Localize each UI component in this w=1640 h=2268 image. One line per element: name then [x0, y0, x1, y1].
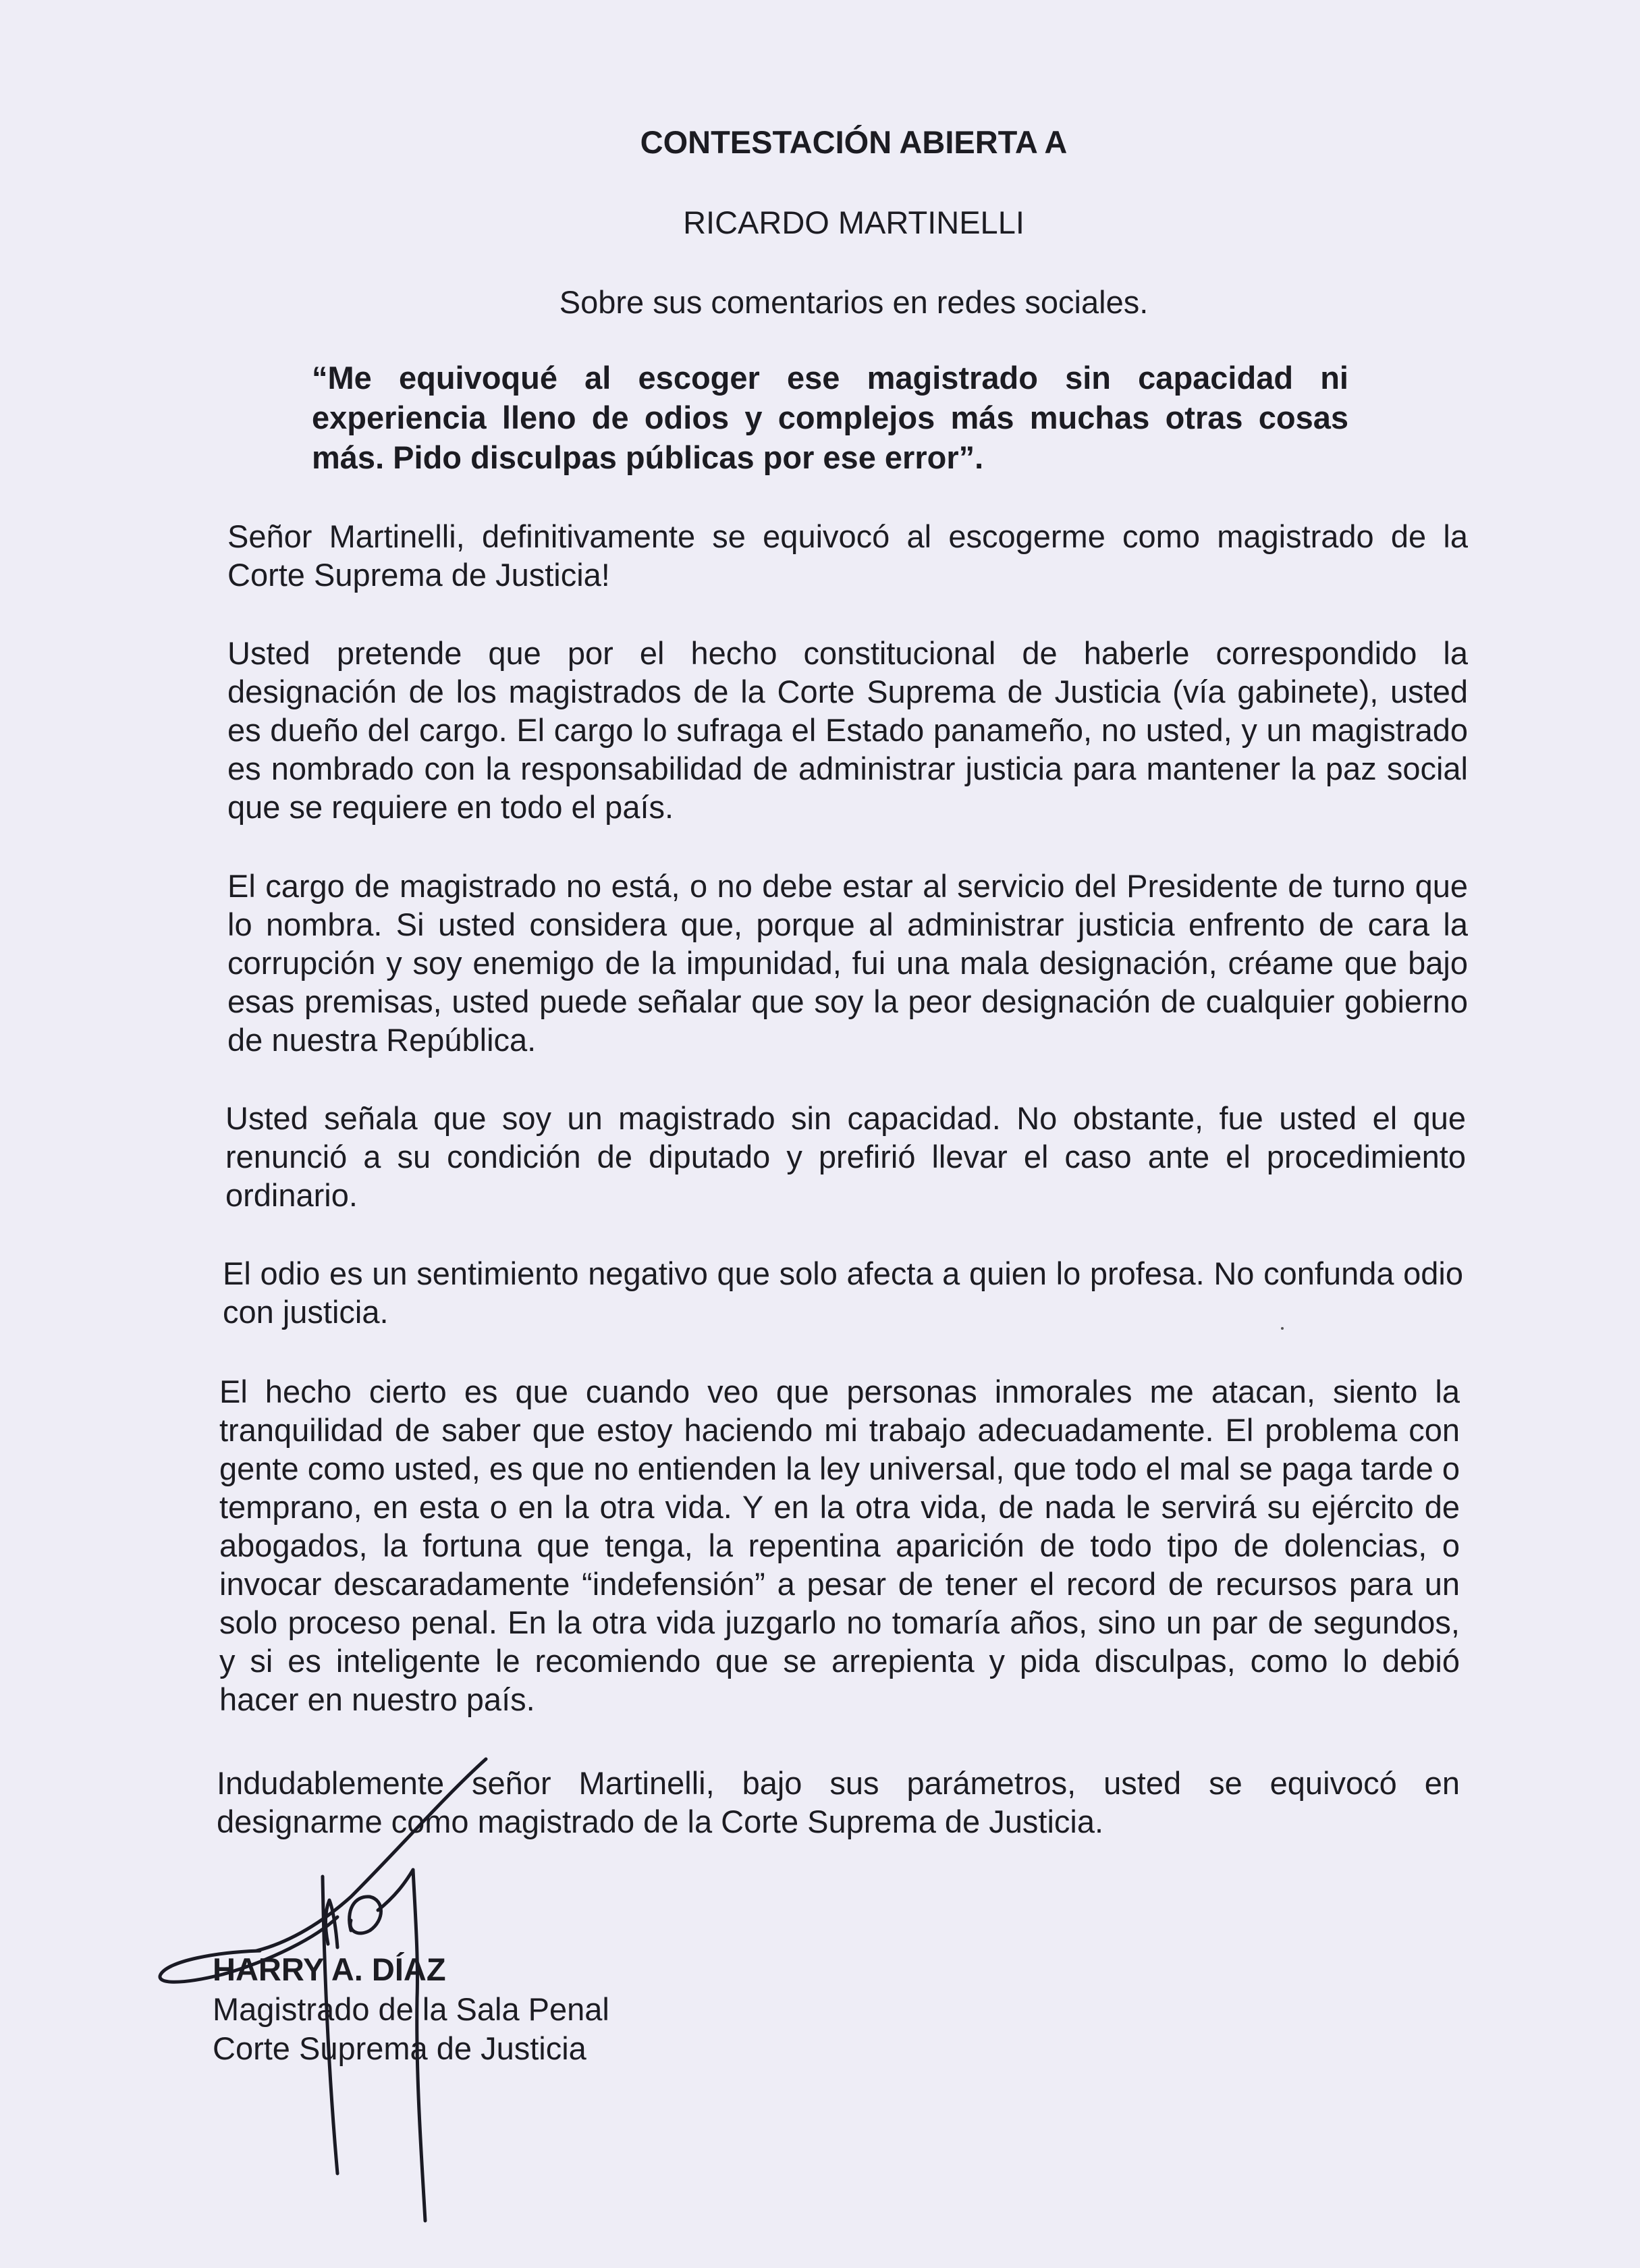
body-paragraph-2: Usted pretende que por el hecho constitucional de haberle correspondido la designación de los magistrados de la Corte Suprema de Justicia (vía gabinete), usted es dueño del cargo. El cargo lo sufraga el Estado panameño, no usted, y un magistrado es nombrado con la responsabilidad de administrar justicia para mantener la paz social que se requiere en todo el país.	[227, 635, 1468, 825]
body-paragraph-1: Señor Martinelli, definitivamente se equivocó al escogerme como magistrado de la Corte Suprema de Justicia!	[227, 518, 1468, 593]
signatory-organization: Corte Suprema de Justicia	[213, 2030, 586, 2066]
body-paragraph-6: El hecho cierto es que cuando veo que personas inmorales me atacan, siento la tranquilidad de saber que estoy haciendo mi trabajo adecuadamente. El problema con gente como usted, es que no entienden la ley universal, que todo el mal se paga tarde o temprano, en esta o en la otra vida. Y en la otra vida, de nada le servirá su ejército de abogados, la fortuna que tenga, la repentina aparición de todo tipo de dolencias, o invocar descaradamente “indefensión” a pesar de tener el record de recursos para un solo proceso penal. En la otra vida juzgarlo no tomaría años, sino un par de segundos, y si es inteligente le recomiendo que se arrepienta y pida disculpas, como lo debió hacer en nuestro país.	[219, 1374, 1460, 1717]
signatory-role: Magistrado de la Sala Penal	[213, 1991, 609, 2027]
letter-title: CONTESTACIÓN ABIERTA A	[640, 124, 1068, 160]
letter-subtitle: Sobre sus comentarios en redes sociales.	[559, 284, 1149, 320]
quoted-statement: “Me equivoqué al escoger ese magistrado sin capacidad ni experiencia lleno de odios y complejos más muchas otras cosas más. Pido disculpas públicas por ese error”.	[312, 360, 1348, 475]
paper-speck	[1281, 1327, 1284, 1330]
body-paragraph-3: El cargo de magistrado no está, o no debe estar al servicio del Presidente de turno que lo nombra. Si usted considera que, porque al administrar justicia enfrento de cara la corrupción y soy enemigo de la impunidad, fui una mala designación, créame que bajo esas premisas, usted puede señalar que soy la peor designación de cualquier gobierno de nuestra República.	[227, 868, 1468, 1058]
letter-recipient: RICARDO MARTINELLI	[683, 205, 1024, 240]
body-paragraph-4: Usted señala que soy un magistrado sin capacidad. No obstante, fue usted el que renunció a su condición de diputado y prefirió llevar el caso ante el procedimiento ordinario.	[225, 1100, 1466, 1213]
body-paragraph-7: Indudablemente señor Martinelli, bajo sus parámetros, usted se equivocó en designarme como magistrado de la Corte Suprema de Justicia.	[217, 1765, 1460, 1839]
signatory-name: HARRY A. DÍAZ	[213, 1951, 446, 1987]
body-paragraph-5: El odio es un sentimiento negativo que solo afecta a quien lo profesa. No confunda odio con justicia.	[223, 1256, 1463, 1330]
